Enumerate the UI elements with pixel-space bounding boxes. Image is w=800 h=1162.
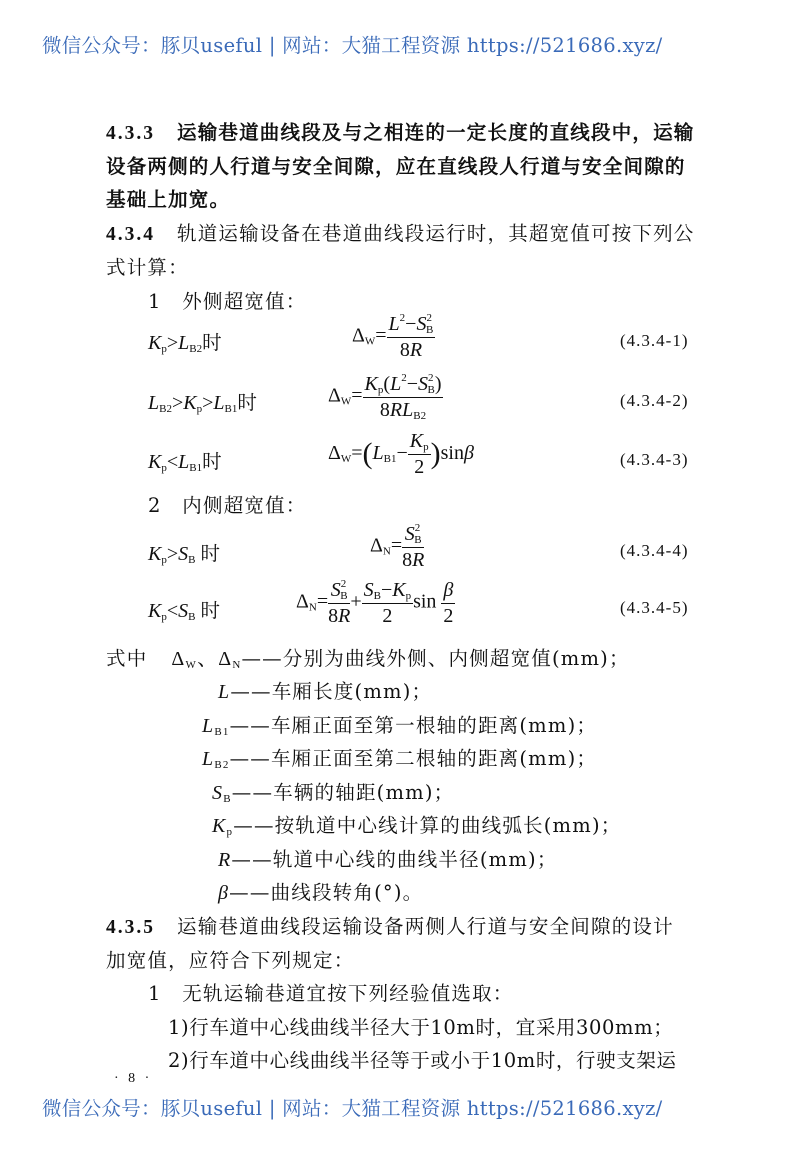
item-inner-superwidth: 2 内侧超宽值： bbox=[148, 494, 307, 517]
eq4-formula: $\Delta_N=$ $\frac{S^2_B}{8R}$ bbox=[370, 522, 425, 571]
bottom-watermark: 微信公众号：豚贝useful | 网站：大猫工程资源 https://521686.xyz/ bbox=[42, 1097, 663, 1120]
section-4-3-3-line1 bbox=[106, 117, 695, 145]
eq1-formula: $\Delta_W=$ $\frac{L^2-S^2_B}{8R}$ bbox=[352, 312, 434, 361]
section-4-3-5-line1 bbox=[106, 911, 674, 939]
section-4-3-3-line3: 基础上加宽。 bbox=[106, 188, 231, 211]
item-outer-superwidth: 1 外侧超宽值： bbox=[148, 290, 307, 313]
eq4-number: (4.3.4-4) bbox=[620, 541, 689, 560]
eq3-condition: $K_p<L_{B1}$时 bbox=[148, 451, 223, 474]
top-watermark: 微信公众号：豚贝useful | 网站：大猫工程资源 https://521686.xyz/ bbox=[42, 34, 663, 57]
legend-L: L——车厢长度(mm)； bbox=[218, 680, 433, 703]
section-number: 4.3.5 bbox=[106, 917, 155, 938]
legend-LB1: $L_{B1}——$车厢正面至第一根轴的距离(mm)； bbox=[202, 714, 598, 738]
eq2-condition: $L_{B2}>K_p>L_{B1}$时 bbox=[148, 392, 259, 415]
eq3-number: (4.3.4-3) bbox=[620, 450, 689, 469]
section-4-3-4-line2: 式计算： bbox=[106, 256, 189, 279]
legend-delta: 式中 $\Delta_W$、$\Delta_N——$分别为曲线外侧、内侧超宽值(mm)； bbox=[106, 647, 630, 671]
page-number: · 8 · bbox=[114, 1071, 153, 1086]
legend-LB2: $L_{B2}——$车厢正面至第二根轴的距离(mm)； bbox=[202, 747, 598, 771]
paragraph-text: 运输巷道曲线段运输设备两侧人行道与安全间隙的设计 bbox=[177, 915, 674, 938]
eq1-condition: $K_p>L_{B2}$时 bbox=[148, 332, 223, 355]
section-4-3-5-line2: 加宽值，应符合下列规定： bbox=[106, 949, 355, 972]
eq2-number: (4.3.4-2) bbox=[620, 391, 689, 410]
eq5-formula: $\Delta_N=$ $\frac{S^2_B}{8R}$ + $\frac{S_B-K_p}{2}$ sin $\frac{\beta}{2}$ bbox=[296, 578, 454, 627]
subitem-2: 2)行车道中心线曲线半径等于或小于10m时，行驶支架运 bbox=[168, 1049, 677, 1072]
legend-SB: $S_B——$车辆的轴距(mm)； bbox=[212, 781, 455, 805]
subitem-1: 1)行车道中心线曲线半径大于10m时，宜采用300mm； bbox=[168, 1016, 674, 1039]
paragraph-text: 轨道运输设备在巷道曲线段运行时，其超宽值可按下列公 bbox=[177, 222, 695, 245]
section-4-3-3-line2: 设备两侧的人行道与安全间隙，应在直线段人行道与安全间隙的 bbox=[106, 155, 686, 178]
eq5-condition: $K_p<S_B$ 时 bbox=[148, 600, 222, 623]
eq5-number: (4.3.4-5) bbox=[620, 598, 689, 617]
item-trackless: 1 无轨运输巷道宜按下列经验值选取： bbox=[148, 982, 514, 1005]
eq4-condition: $K_p>S_B$ 时 bbox=[148, 543, 222, 566]
eq2-formula: $\Delta_W=$ $\frac{K_p(L^2-S^2_B)}{8RL_{B2}}$ bbox=[328, 372, 442, 422]
section-4-3-4-line1 bbox=[106, 218, 695, 246]
legend-beta: β——曲线段转角(°)。 bbox=[218, 881, 424, 904]
paragraph-text: 运输巷道曲线段及与之相连的一定长度的直线段中，运输 bbox=[177, 121, 695, 144]
eq3-formula: $\Delta_W=(L_{B1}-$ $\frac{K_p}{2}$ )sinβ bbox=[328, 430, 474, 478]
eq1-number: (4.3.4-1) bbox=[620, 331, 689, 350]
section-number: 4.3.3 bbox=[106, 123, 155, 144]
legend-Kp: $K_p——$按轨道中心线计算的曲线弧长(mm)； bbox=[212, 814, 622, 838]
legend-R: R——轨道中心线的曲线半径(mm)； bbox=[218, 848, 558, 871]
section-number: 4.3.4 bbox=[106, 224, 155, 245]
